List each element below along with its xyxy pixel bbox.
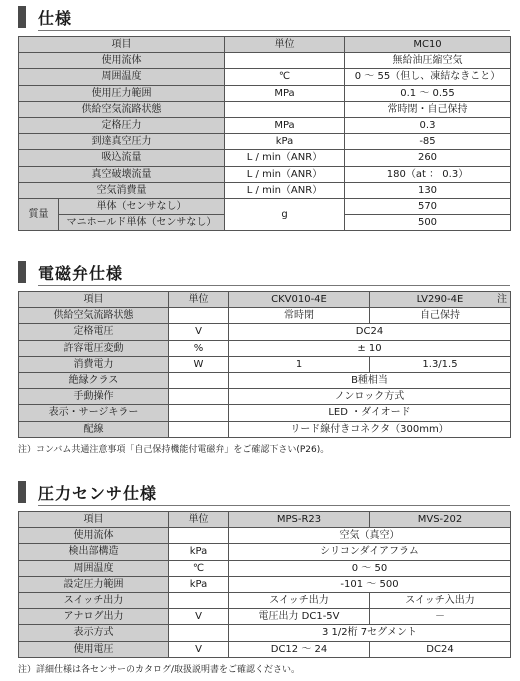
row-value: ノンロック方式 [229, 389, 511, 405]
header-model: MC10 [345, 37, 511, 53]
row-value-a: DC12 ～ 24 [229, 641, 370, 657]
row-unit [169, 389, 229, 405]
spec-title: 仕様 [38, 8, 73, 28]
header-model-a: CKV010-4E [229, 292, 370, 308]
heading-marker [18, 261, 26, 283]
spec-table [18, 36, 511, 231]
row-value: 130 [345, 182, 511, 198]
row-unit [169, 592, 229, 608]
row-value-a: スイッチ出力 [229, 592, 370, 608]
row-value: 500 [345, 215, 511, 231]
row-label: 単体（センサなし） [59, 198, 225, 214]
table-row [19, 134, 511, 150]
table-row [19, 324, 511, 340]
row-unit [169, 528, 229, 544]
row-value: 570 [345, 198, 511, 214]
spec-heading [18, 4, 510, 30]
row-label: 到達真空圧力 [19, 134, 225, 150]
table-row [19, 389, 511, 405]
row-label: 表示方式 [19, 625, 169, 641]
header-model-b-label: LV290-4E [416, 294, 464, 306]
table-row [19, 609, 511, 625]
row-value-a: 常時閉 [229, 308, 370, 324]
row-label: 空気消費量 [19, 182, 225, 198]
row-value: 260 [345, 150, 511, 166]
row-unit [169, 308, 229, 324]
header-unit: 単位 [225, 37, 345, 53]
row-unit: W [169, 356, 229, 372]
row-label: 定格電圧 [19, 324, 169, 340]
solenoid-table [18, 291, 511, 438]
header-item: 項目 [19, 37, 225, 53]
row-value: -101 ～ 500 [229, 576, 511, 592]
row-unit: kPa [169, 544, 229, 560]
row-label: 供給空気流路状態 [19, 308, 169, 324]
sensor-title: 圧力センサ仕様 [38, 483, 158, 503]
row-value: 0 ～ 55（但し、凍結なきこと） [345, 69, 511, 85]
mass-group-label: 質量 [19, 198, 59, 230]
row-unit: L / min（ANR） [225, 182, 345, 198]
row-unit [169, 372, 229, 388]
row-value-b: DC24 [370, 641, 511, 657]
table-row [19, 356, 511, 372]
row-unit [169, 625, 229, 641]
row-value: -85 [345, 134, 511, 150]
row-value-b: スイッチ入出力 [370, 592, 511, 608]
row-label: 手動操作 [19, 389, 169, 405]
row-unit: kPa [169, 576, 229, 592]
table-row [19, 372, 511, 388]
row-unit: L / min（ANR） [225, 150, 345, 166]
table-row [19, 69, 511, 85]
row-unit: V [169, 641, 229, 657]
row-value: ± 10 [229, 340, 511, 356]
table-row [19, 576, 511, 592]
sensor-section [18, 479, 510, 675]
table-row [19, 641, 511, 657]
table-row [19, 592, 511, 608]
row-value-a: 電圧出力 DC1-5V [229, 609, 370, 625]
row-value-b: 1.3/1.5 [370, 356, 511, 372]
row-unit: V [169, 609, 229, 625]
row-value: LED ・ダイオード [229, 405, 511, 421]
row-value: 0 ～ 50 [229, 560, 511, 576]
row-label: 使用圧力範囲 [19, 85, 225, 101]
row-unit [225, 53, 345, 69]
table-row [19, 166, 511, 182]
header-item: 項目 [19, 512, 169, 528]
row-value-b: 自己保持 [370, 308, 511, 324]
row-label: 設定圧力範囲 [19, 576, 169, 592]
heading-marker [18, 481, 26, 503]
row-unit: ℃ [225, 69, 345, 85]
row-label: 周囲温度 [19, 560, 169, 576]
table-row [19, 340, 511, 356]
row-value: 常時閉・自己保持 [345, 101, 511, 117]
row-value: 無給油圧縮空気 [345, 53, 511, 69]
sensor-note: 注）詳細仕様は各センサーのカタログ/取扱説明書をご確認ください。 [18, 664, 301, 675]
solenoid-title: 電磁弁仕様 [38, 263, 124, 283]
table-header [19, 512, 511, 528]
table-row [19, 544, 511, 560]
solenoid-section [18, 259, 510, 455]
row-value: B種相当 [229, 372, 511, 388]
row-label: 許容電圧変動 [19, 340, 169, 356]
row-label: 使用電圧 [19, 641, 169, 657]
row-label: 周囲温度 [19, 69, 225, 85]
table-row [19, 625, 511, 641]
row-unit [169, 421, 229, 437]
table-header [19, 37, 511, 53]
header-unit: 単位 [169, 292, 229, 308]
table-row [19, 405, 511, 421]
row-label: 定格圧力 [19, 117, 225, 133]
row-label: アナログ出力 [19, 609, 169, 625]
table-row [19, 101, 511, 117]
row-unit: ℃ [169, 560, 229, 576]
table-row [19, 150, 511, 166]
row-label: マニホールド単体（センサなし） [59, 215, 225, 231]
row-label: 配線 [19, 421, 169, 437]
row-value: 180（at ： 0.3） [345, 166, 511, 182]
row-unit: V [169, 324, 229, 340]
solenoid-heading [18, 259, 510, 285]
row-value: シリコンダイアフラム [229, 544, 511, 560]
row-label: 表示・サージキラー [19, 405, 169, 421]
solenoid-note: 注）コンバム共通注意事項「自己保持機能付電磁弁」をご確認下さい(P26)。 [18, 444, 330, 455]
row-label: 使用流体 [19, 528, 169, 544]
table-row [19, 528, 511, 544]
row-unit: % [169, 340, 229, 356]
header-note-mark: 注 [497, 294, 507, 306]
row-value-a: 1 [229, 356, 370, 372]
header-model-a: MPS-R23 [229, 512, 370, 528]
header-model-b [370, 292, 511, 308]
row-value: 0.3 [345, 117, 511, 133]
row-label: 使用流体 [19, 53, 225, 69]
row-value: DC24 [229, 324, 511, 340]
row-label: 消費電力 [19, 356, 169, 372]
row-unit: g [225, 198, 345, 230]
row-value: リード線付きコネクタ（300mm） [229, 421, 511, 437]
row-unit: L / min（ANR） [225, 166, 345, 182]
row-unit [169, 405, 229, 421]
row-label: 検出部構造 [19, 544, 169, 560]
row-unit: MPa [225, 117, 345, 133]
row-unit: kPa [225, 134, 345, 150]
row-unit [225, 101, 345, 117]
row-value: 0.1 ～ 0.55 [345, 85, 511, 101]
row-value: 3 1/2桁 7セグメント [229, 625, 511, 641]
table-row [19, 198, 511, 214]
row-label: 供給空気流路状態 [19, 101, 225, 117]
table-row [19, 182, 511, 198]
header-model-b: MVS-202 [370, 512, 511, 528]
row-unit: MPa [225, 85, 345, 101]
header-item: 項目 [19, 292, 169, 308]
table-row [19, 308, 511, 324]
row-label: スイッチ出力 [19, 592, 169, 608]
table-row [19, 560, 511, 576]
table-row [19, 85, 511, 101]
sensor-table [18, 511, 511, 658]
row-label: 吸込流量 [19, 150, 225, 166]
row-label: 真空破壊流量 [19, 166, 225, 182]
table-row [19, 117, 511, 133]
table-row [19, 421, 511, 437]
table-header [19, 292, 511, 308]
sensor-heading [18, 479, 510, 505]
row-value: 空気（真空） [229, 528, 511, 544]
spec-section [18, 4, 510, 231]
row-label: 絶縁クラス [19, 372, 169, 388]
row-value-b: － [370, 609, 511, 625]
header-unit: 単位 [169, 512, 229, 528]
heading-marker [18, 6, 26, 28]
table-row [19, 53, 511, 69]
